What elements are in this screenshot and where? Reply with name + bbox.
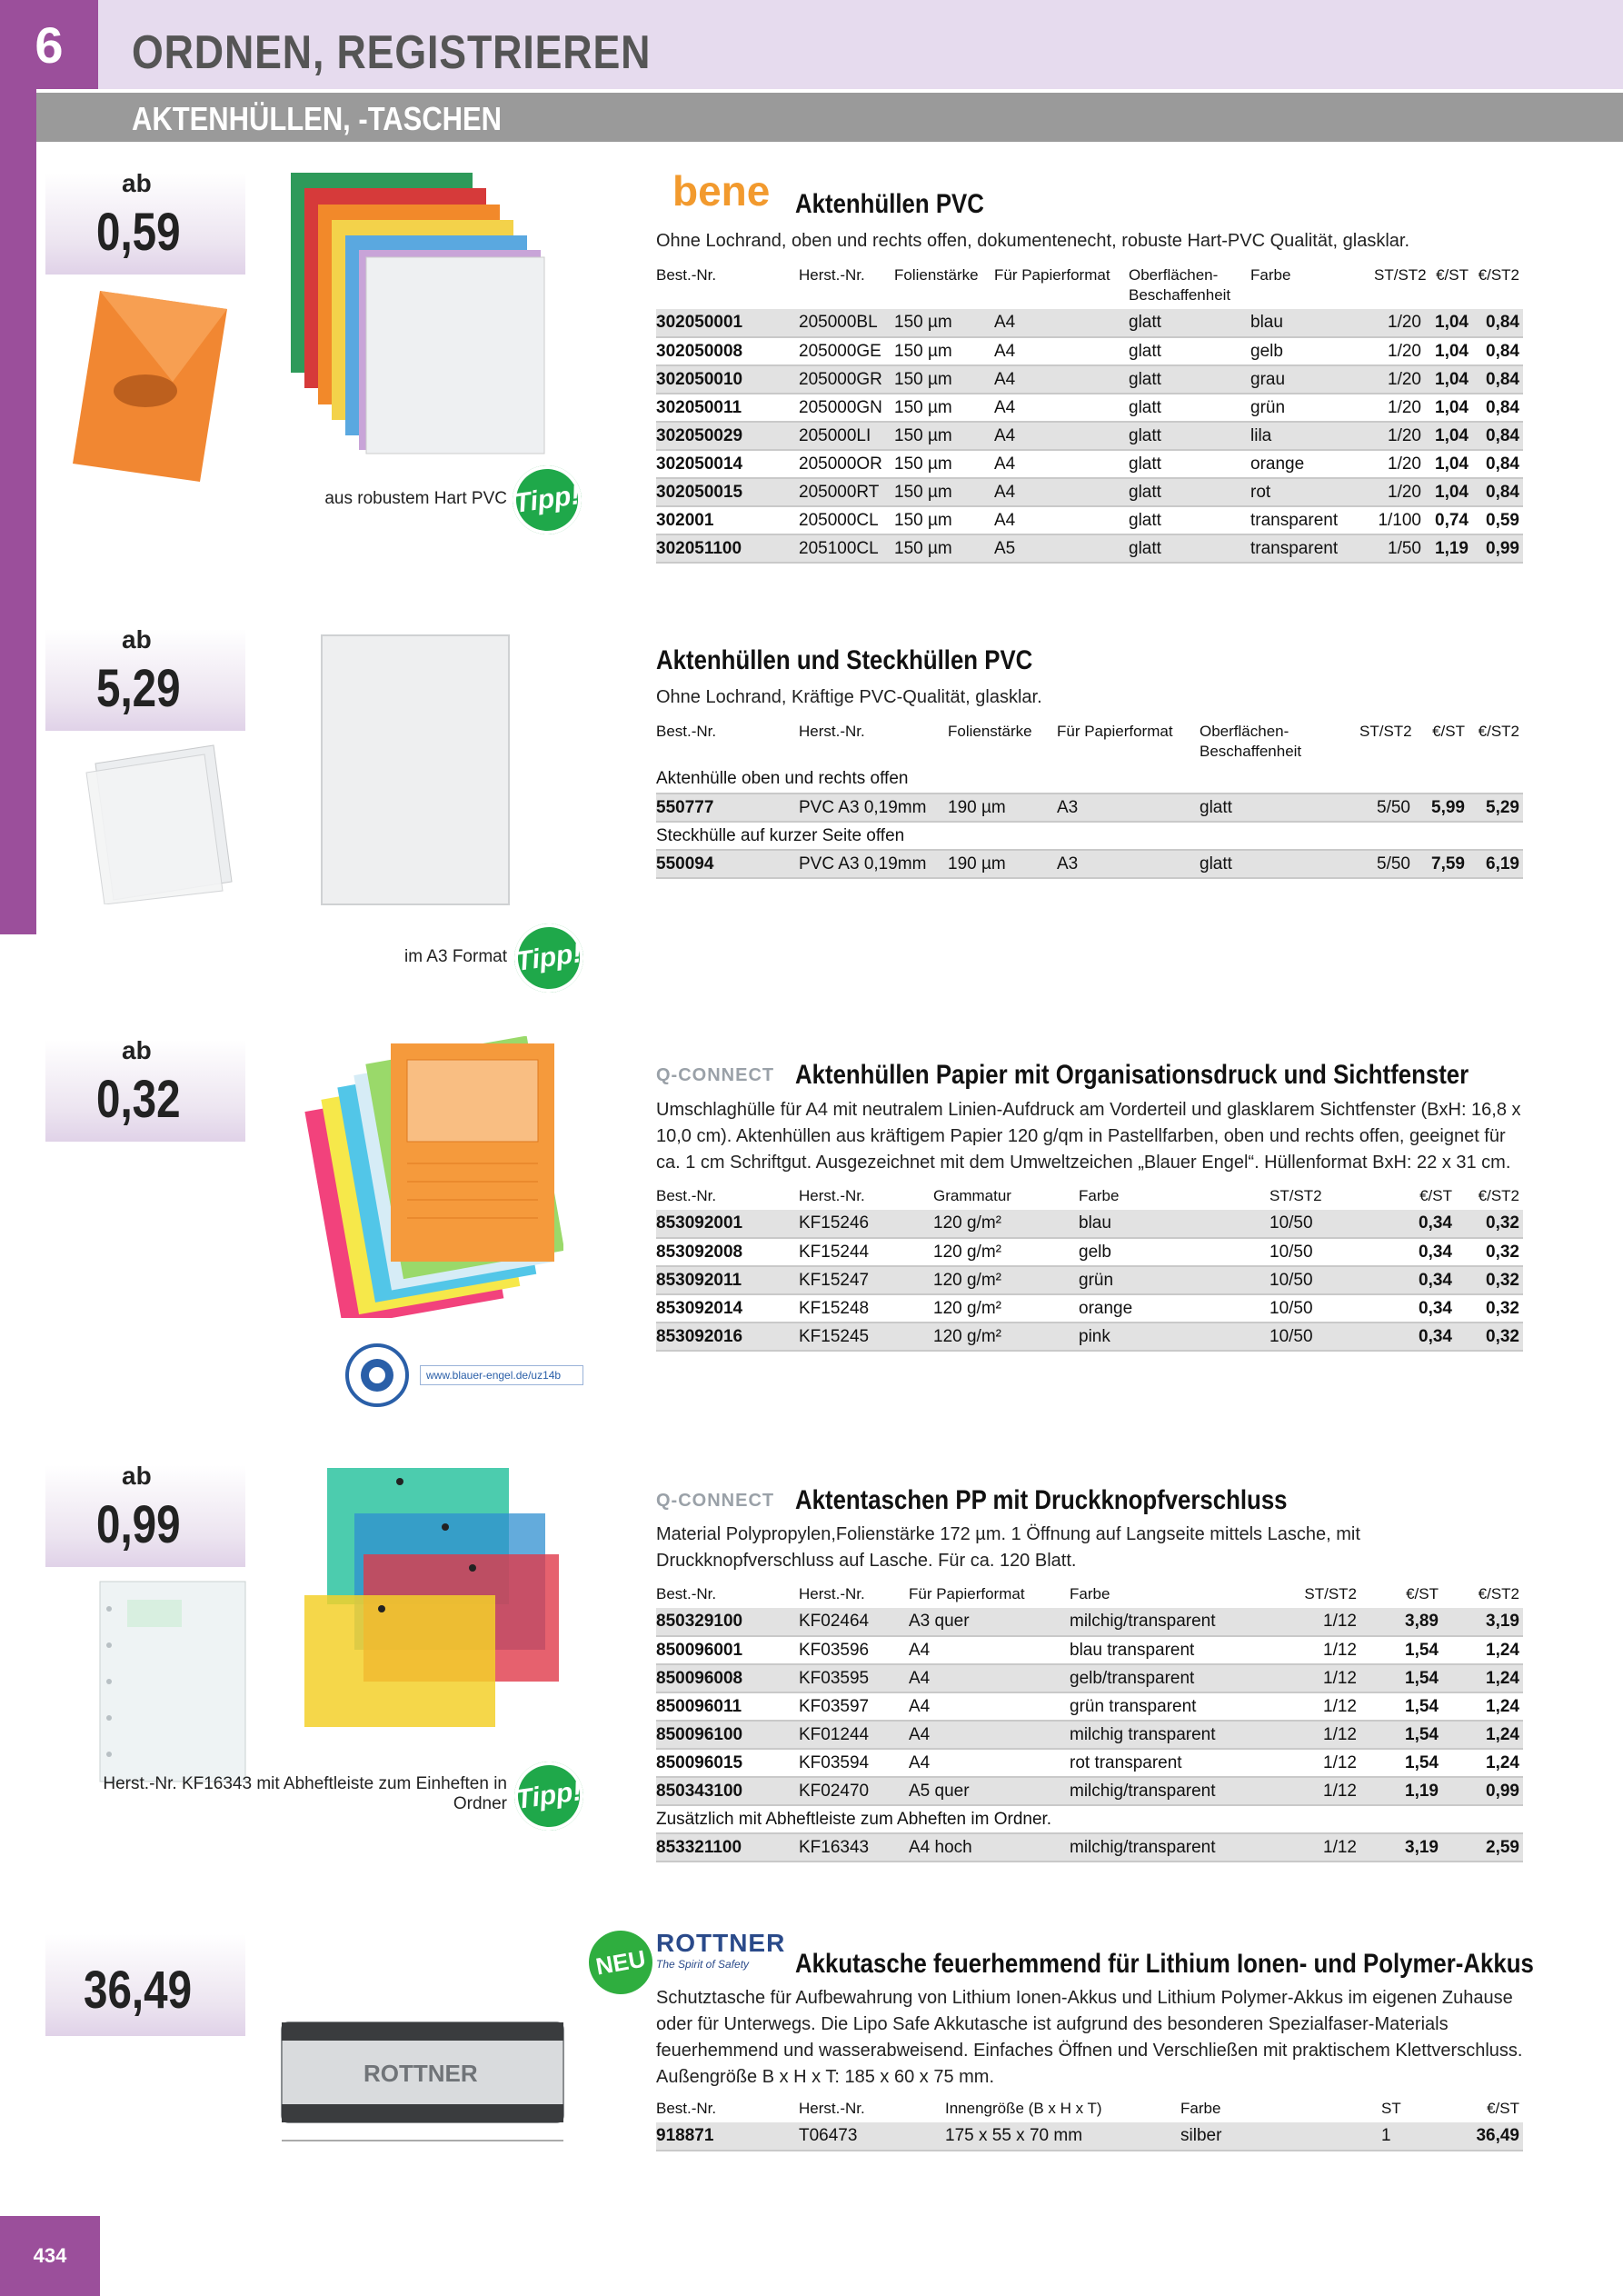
bag-brand-text: ROTTNER xyxy=(363,2060,478,2087)
table-row: 550777 PVC A3 0,19mm 190 µm A3 glatt 5/50 5,99 5,29 xyxy=(656,794,1523,822)
table-row: 302050001 205000BL 150 µm A4 glatt blau 1/20 1,04 0,84 xyxy=(656,309,1523,337)
table-row: 302051100 205100CL 150 µm A5 glatt transparent 1/50 1,19 0,99 xyxy=(656,534,1523,563)
table-row: 918871 T06473 175 x 55 x 70 mm silber 1 36,49 xyxy=(656,2122,1523,2151)
table-row: 853092008 KF15244 120 g/m² gelb 10/50 0,34 0,32 xyxy=(656,1238,1523,1266)
product-image-pp-wallets xyxy=(300,1459,563,1732)
product-table xyxy=(656,1582,1523,1862)
price-value: 0,99 xyxy=(96,1495,181,1554)
product-table xyxy=(656,264,1523,564)
product-description: Ohne Lochrand, oben und rechts offen, dokumentenecht, robuste Hart-PVC Qualität, glasklar. xyxy=(656,231,1410,251)
product-title: Aktenhüllen und Steckhüllen PVC xyxy=(656,645,1033,675)
q-connect-logo xyxy=(656,1065,792,1093)
rottner-logo xyxy=(656,1929,792,1974)
table-row: 850096011 KF03597 A4 grün transparent 1/12 1,54 1,24 xyxy=(656,1692,1523,1721)
table-row: 850096015 KF03594 A4 rot transparent 1/12 1,54 1,24 xyxy=(656,1749,1523,1777)
product-description: Ohne Lochrand, Kräftige PVC-Qualität, glasklar. xyxy=(656,687,1042,707)
table-row: 302050015 205000RT 150 µm A4 glatt rot 1/20 1,04 0,84 xyxy=(656,478,1523,506)
table-subheading: Steckhülle auf kurzer Seite offen xyxy=(656,822,1523,850)
price-value: 0,32 xyxy=(96,1070,181,1129)
product-image-paper-sleeves xyxy=(300,1036,563,1318)
table-row: 850096100 KF01244 A4 milchig transparent 1/12 1,54 1,24 xyxy=(656,1721,1523,1749)
table-subheading: Zusätzlich mit Abheftleiste zum Abheften im Ordner. xyxy=(656,1805,1523,1833)
table-row: 550094 PVC A3 0,19mm 190 µm A3 glatt 5/50 7,59 6,19 xyxy=(656,850,1523,878)
product-image-battery-bag xyxy=(264,1995,582,2150)
q-connect-logo-text: Q-CONNECT xyxy=(656,1065,775,1085)
table-row: 850343100 KF02470 A5 quer milchig/transparent 1/12 1,19 0,99 xyxy=(656,1777,1523,1805)
product-description: Schutztasche für Aufbewahrung von Lithium Ionen-Akkus und Lithium Polymer-Akkus im eigenen Zuhause oder für Unterwegs. Die Lipo Safe Akkutasche ist aufgrund des besonderen Spezialfaser-Materials feuerhemmend und wasserabweisend. Einfaches Öffnen und Verschließen mit praktischem Klettverschluss. Außengröße B x H x T: 185 x 60 x 75 mm. xyxy=(656,1988,1523,2087)
eco-label-url: www.blauer-engel.de/uz14b xyxy=(420,1365,583,1385)
product-title: Aktenhüllen Papier mit Organisationsdruck und Sichtfenster xyxy=(795,1060,1469,1090)
blue-angel-eco-icon xyxy=(345,1343,409,1407)
price-prefix: ab xyxy=(122,625,152,654)
product-image-clear-sleeves-small xyxy=(77,736,241,904)
price-value: 5,29 xyxy=(96,659,181,718)
page-title: ORDNEN, REGISTRIEREN xyxy=(132,26,652,79)
table-row: 302050029 205000LI 150 µm A4 glatt lila 1/20 1,04 0,84 xyxy=(656,422,1523,450)
table-header: Best.-Nr. Herst.-Nr. Für Papierformat Farbe ST/ST2 €/ST €/ST2 xyxy=(656,1585,1519,1602)
product-image-pvc-sleeves xyxy=(286,168,550,459)
product-title: Aktenhüllen PVC xyxy=(795,189,984,219)
chapter-number: 6 xyxy=(0,0,98,89)
product-title: Akkutasche feuerhemmend für Lithium Ionen- und Polymer-Akkus xyxy=(795,1949,1534,1979)
table-header: Best.-Nr. Herst.-Nr. Folienstärke Für Papierformat Oberflächen-Beschaffenheit Farbe ST/ST2 €/ST €/ST2 xyxy=(656,266,1519,304)
table-row: 850329100 KF02464 A3 quer milchig/transparent 1/12 3,89 3,19 xyxy=(656,1608,1523,1636)
price-value: 36,49 xyxy=(84,1961,193,2020)
price-prefix: ab xyxy=(122,169,152,197)
table-row: 853092014 KF15248 120 g/m² orange 10/50 0,34 0,32 xyxy=(656,1294,1523,1323)
tipp-note: Herst.-Nr. KF16343 mit Abheftleiste zum Einheften in Ordner xyxy=(103,1774,507,1813)
table-subheading: Aktenhülle oben und rechts offen xyxy=(656,765,1523,794)
bene-logo xyxy=(672,169,772,215)
product-table xyxy=(656,720,1523,879)
product-title: Aktentaschen PP mit Druckknopfverschluss xyxy=(795,1485,1288,1515)
product-image-filing-pocket xyxy=(82,1572,254,1791)
table-header: Best.-Nr. Herst.-Nr. Folienstärke Für Papierformat Oberflächen-Beschaffenheit ST/ST2 €/ST €/ST2 xyxy=(656,723,1519,760)
price-prefix: ab xyxy=(122,1036,152,1064)
table-header: Best.-Nr. Herst.-Nr. Innengröße (B x H x T) Farbe ST €/ST xyxy=(656,2100,1519,2117)
product-description: Umschlaghülle für A4 mit neutralem Linien-Aufdruck am Vorderteil und glasklarem Sichtfenster (BxH: 16,8 x 10,0 cm). Aktenhüllen aus kräftigem Papier 120 g/qm in Pastellfarben, oben und rechts offen, geeignet für ca. 1 cm Schriftgut. Ausgezeichnet mit dem Umweltzeichen „Blauer Engel“. Hüllenformat BxH: 22 x 31 cm. xyxy=(656,1100,1521,1173)
section-title: AKTENHÜLLEN, -TASCHEN xyxy=(132,100,503,137)
q-connect-logo xyxy=(656,1491,792,1518)
table-row: 302050014 205000OR 150 µm A4 glatt orange 1/20 1,04 0,84 xyxy=(656,450,1523,478)
q-connect-logo-text: Q-CONNECT xyxy=(656,1491,775,1511)
table-row: 853321100 KF16343 A4 hoch milchig/transparent 1/12 3,19 2,59 xyxy=(656,1833,1523,1862)
table-row: 302050011 205000GN 150 µm A4 glatt grün 1/20 1,04 0,84 xyxy=(656,394,1523,422)
table-header: Best.-Nr. Herst.-Nr. Grammatur Farbe ST/ST2 €/ST €/ST2 xyxy=(656,1187,1519,1204)
price-value: 0,59 xyxy=(96,203,181,262)
product-image-orange-sleeve xyxy=(64,273,236,491)
table-row: 853092001 KF15246 120 g/m² blau 10/50 0,34 0,32 xyxy=(656,1210,1523,1238)
page-number: 434 xyxy=(0,2216,100,2296)
bene-logo-text: bene xyxy=(672,169,771,215)
table-row: 853092011 KF15247 120 g/m² grün 10/50 0,34 0,32 xyxy=(656,1266,1523,1294)
tipp-note: im A3 Format xyxy=(404,947,507,966)
tipp-note: aus robustem Hart PVC xyxy=(324,489,507,508)
product-table xyxy=(656,2097,1523,2151)
table-row: 302050008 205000GE 150 µm A4 glatt gelb 1/20 1,04 0,84 xyxy=(656,337,1523,365)
table-row: 302050010 205000GR 150 µm A4 glatt grau 1/20 1,04 0,84 xyxy=(656,365,1523,394)
rottner-tagline: The Spirit of Safety xyxy=(656,1958,750,1971)
table-row: 302001 205000CL 150 µm A4 glatt transparent 1/100 0,74 0,59 xyxy=(656,506,1523,534)
new-badge: NEU xyxy=(583,1925,657,1999)
table-row: 850096008 KF03595 A4 gelb/transparent 1/12 1,54 1,24 xyxy=(656,1664,1523,1692)
table-row: 853092016 KF15245 120 g/m² pink 10/50 0,34 0,32 xyxy=(656,1323,1523,1351)
product-table xyxy=(656,1184,1523,1352)
rottner-logo-text: ROTTNER xyxy=(656,1929,786,1957)
chapter-side-bar xyxy=(0,89,36,934)
tipp-badge: Tipp! xyxy=(508,461,586,539)
tipp-badge: Tipp! xyxy=(510,1757,588,1835)
price-prefix: ab xyxy=(122,1462,152,1490)
table-row: 850096001 KF03596 A4 blau transparent 1/12 1,54 1,24 xyxy=(656,1636,1523,1664)
tipp-badge: Tipp! xyxy=(510,919,588,997)
product-image-a3-sleeve xyxy=(318,632,513,909)
product-description: Material Polypropylen,Folienstärke 172 µm. 1 Öffnung auf Langseite mittels Lasche, mit Druckknopfverschluss auf Lasche. Für ca. 120 Blatt. xyxy=(656,1524,1360,1571)
